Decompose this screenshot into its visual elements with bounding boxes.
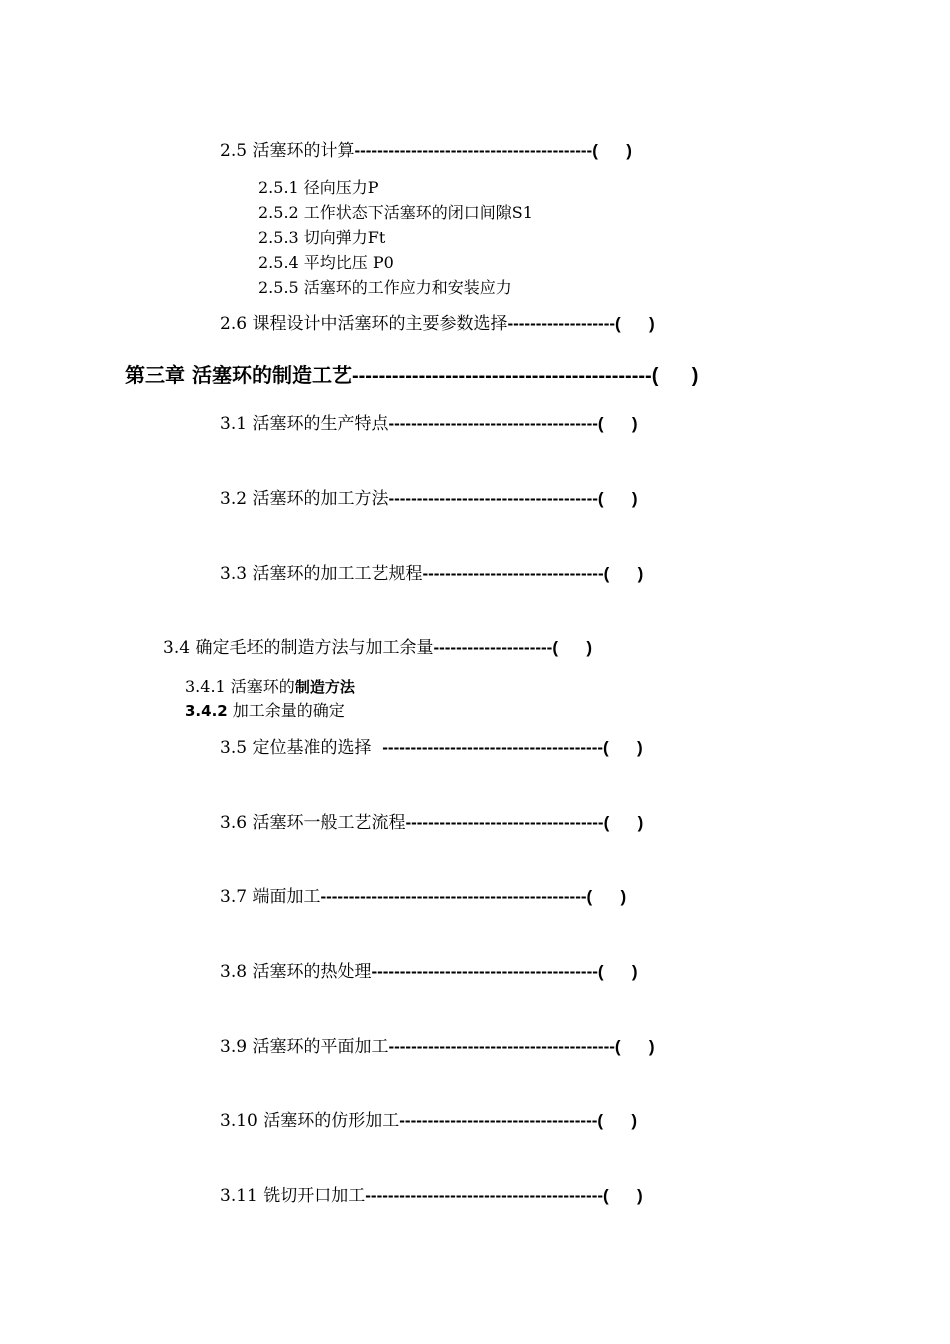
toc-subentry-3-4-1 bbox=[185, 674, 355, 700]
dot-leader: ---------------------------------------- bbox=[388, 1037, 615, 1056]
toc-subentry: 2.5.4 平均比压 P0 bbox=[258, 253, 394, 272]
entry-title: 3.3 活塞环的加工工艺规程 bbox=[220, 564, 423, 584]
toc-entry-3-7 bbox=[220, 886, 626, 908]
page-number-placeholder: ( ) bbox=[552, 638, 593, 657]
page-number-placeholder: ( ) bbox=[603, 564, 644, 583]
toc-entry-3-1 bbox=[220, 413, 638, 435]
dot-leader: -------------------------------- bbox=[422, 564, 604, 583]
subentry-prefix: 3.4.1 活塞环的 bbox=[185, 677, 295, 696]
dot-leader: ---------------------------------------- bbox=[371, 962, 598, 981]
dot-leader: ------------------------------------------ bbox=[365, 1186, 604, 1205]
toc-subentry-3-4-2 bbox=[185, 698, 345, 724]
subentry-number: 3.4.2 bbox=[185, 702, 228, 720]
toc-entry-3-3 bbox=[220, 563, 643, 585]
entry-title: 3.6 活塞环一般工艺流程 bbox=[220, 813, 406, 833]
entry-title: 2.6 课程设计中活塞环的主要参数选择 bbox=[220, 314, 508, 334]
page-number-placeholder: ( ) bbox=[597, 1111, 638, 1130]
entry-title: 3.10 活塞环的仿形加工 bbox=[220, 1111, 400, 1131]
toc-entry-3-11 bbox=[220, 1185, 643, 1207]
toc-entry-3-2 bbox=[220, 488, 638, 510]
page-number-placeholder: ( ) bbox=[603, 1186, 643, 1205]
entry-title: 3.2 活塞环的加工方法 bbox=[220, 489, 389, 509]
page-number-placeholder: ( ) bbox=[651, 365, 699, 387]
dot-leader: --------------------------------------------- bbox=[351, 365, 652, 387]
dot-leader: --------------------------------------- bbox=[382, 738, 604, 757]
chapter-title: 第三章 活塞环的制造工艺 bbox=[125, 363, 352, 387]
dot-leader: ------------------------------------- bbox=[388, 414, 598, 433]
toc-entry-3-9 bbox=[220, 1036, 655, 1058]
entry-title: 3.9 活塞环的平面加工 bbox=[220, 1037, 389, 1057]
subentry-title: 加工余量的确定 bbox=[227, 701, 345, 720]
dot-leader: ------------------- bbox=[507, 314, 616, 333]
subentry-bold-text: 制造方法 bbox=[294, 678, 355, 696]
toc-entry-3-5 bbox=[220, 737, 643, 759]
toc-entry-3-10 bbox=[220, 1110, 637, 1132]
page-number-placeholder: ( ) bbox=[597, 489, 638, 508]
toc-entry-2-6 bbox=[220, 313, 655, 335]
dot-leader: ----------------------------------- bbox=[405, 813, 604, 832]
page-number-placeholder: ( ) bbox=[592, 141, 632, 160]
entry-title: 3.5 定位基准的选择 bbox=[220, 738, 383, 758]
toc-subentry: 2.5.1 径向压力P bbox=[258, 178, 379, 197]
page-number-placeholder: ( ) bbox=[597, 962, 638, 981]
toc-entry-2-5 bbox=[220, 140, 632, 162]
toc-subentry: 2.5.3 切向弹力Ft bbox=[258, 228, 386, 247]
dot-leader: ------------------------------------------ bbox=[354, 141, 593, 160]
dot-leader: ----------------------------------------------- bbox=[320, 887, 587, 906]
page-number-placeholder: ( ) bbox=[615, 314, 655, 333]
dot-leader: --------------------- bbox=[433, 638, 553, 657]
toc-subentry: 2.5.5 活塞环的工作应力和安装应力 bbox=[258, 278, 512, 297]
page-number-placeholder: ( ) bbox=[603, 813, 644, 832]
toc-entry-3-8 bbox=[220, 961, 638, 983]
entry-title: 3.1 活塞环的生产特点 bbox=[220, 414, 389, 434]
dot-leader: ------------------------------------- bbox=[388, 489, 598, 508]
entry-title: 3.11 铣切开口加工 bbox=[220, 1186, 366, 1206]
entry-title: 3.4 确定毛坯的制造方法与加工余量 bbox=[163, 638, 434, 658]
toc-chapter-3 bbox=[125, 362, 698, 389]
page-number-placeholder: ( ) bbox=[614, 1037, 655, 1056]
toc-entry-3-4 bbox=[163, 637, 592, 659]
entry-title: 3.7 端面加工 bbox=[220, 887, 321, 907]
page-number-placeholder: ( ) bbox=[603, 738, 643, 757]
entry-title: 2.5 活塞环的计算 bbox=[220, 141, 355, 161]
dot-leader: ----------------------------------- bbox=[399, 1111, 598, 1130]
page-number-placeholder: ( ) bbox=[586, 887, 627, 906]
page-number-placeholder: ( ) bbox=[597, 414, 638, 433]
toc-subentry: 2.5.2 工作状态下活塞环的闭口间隙S1 bbox=[258, 203, 533, 222]
entry-title: 3.8 活塞环的热处理 bbox=[220, 962, 372, 982]
toc-entry-3-6 bbox=[220, 812, 643, 834]
